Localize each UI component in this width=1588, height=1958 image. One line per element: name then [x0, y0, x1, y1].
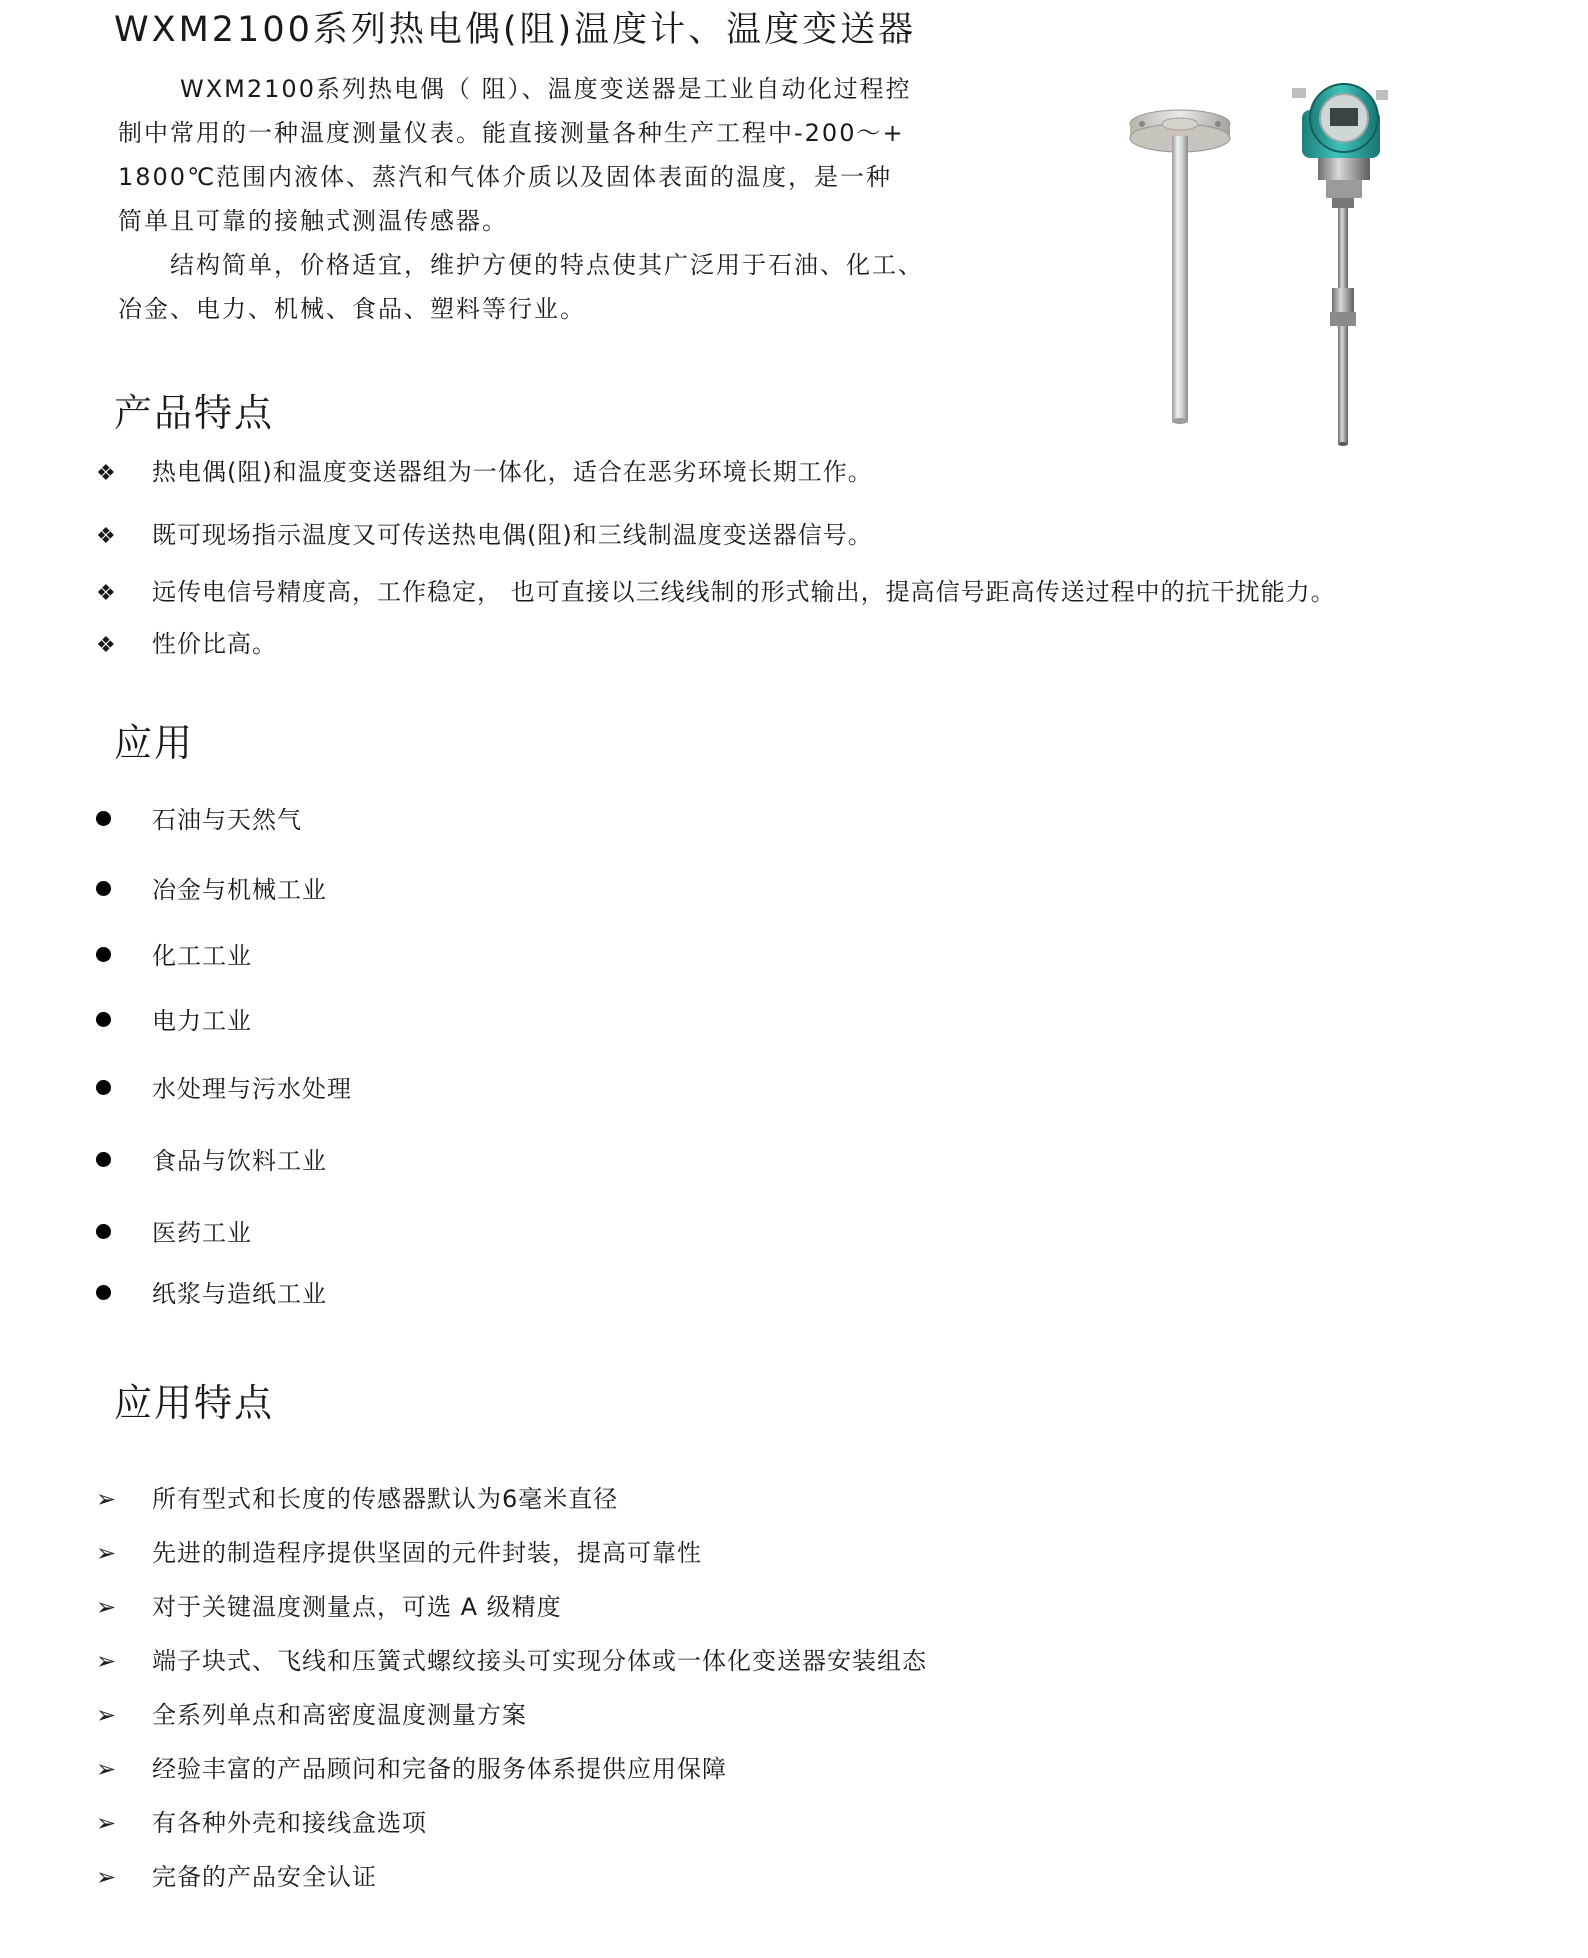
feature-text: 性价比高。: [152, 630, 277, 658]
round-bullet-icon: [96, 1012, 111, 1027]
feature-text: 远传电信号精度高，工作稳定， 也可直接以三线线制的形式输出，提高信号距高传送过程中的抗干扰能力。: [152, 578, 1336, 606]
application-item: [96, 1069, 352, 1104]
round-bullet-icon: [96, 1152, 111, 1167]
round-bullet-icon: [96, 1285, 111, 1300]
intro-line-5: 结构简单，价格适宜，维护方便的特点使其广泛用于石油、化工、: [170, 251, 924, 279]
app-feature-item: [96, 1749, 727, 1784]
intro-line-4: 简单且可靠的接触式测温传感器。: [118, 207, 508, 235]
application-text: 电力工业: [152, 1007, 252, 1035]
application-item: [96, 870, 327, 905]
temperature-transmitter-image: [1280, 78, 1400, 458]
app-feature-text: 有各种外壳和接线盒选项: [152, 1809, 427, 1837]
arrow-bullet-icon: ➢: [96, 1809, 118, 1837]
app-feature-item: [96, 1803, 427, 1838]
arrow-bullet-icon: ➢: [96, 1647, 118, 1675]
application-text: 冶金与机械工业: [152, 876, 327, 904]
applications-heading: 应用: [114, 721, 195, 765]
application-text: 纸浆与造纸工业: [152, 1280, 327, 1308]
round-bullet-icon: [96, 1080, 111, 1095]
application-item: [96, 1213, 252, 1248]
arrow-bullet-icon: ➢: [96, 1485, 118, 1513]
feature-item: [96, 452, 873, 487]
application-text: 食品与饮料工业: [152, 1147, 327, 1175]
diamond-bullet-icon: ❖: [96, 461, 117, 486]
page-title: WXM2100系列热电偶(阻)温度计、温度变送器: [114, 10, 917, 50]
app-feature-text: 全系列单点和高密度温度测量方案: [152, 1701, 527, 1729]
app-feature-text: 所有型式和长度的传感器默认为6毫米直径: [152, 1485, 619, 1513]
arrow-bullet-icon: ➢: [96, 1863, 118, 1891]
diamond-bullet-icon: ❖: [96, 633, 117, 658]
app-features-heading: 应用特点: [114, 1381, 275, 1425]
diamond-bullet-icon: ❖: [96, 524, 117, 549]
application-item: [96, 800, 302, 835]
app-feature-item: [96, 1479, 618, 1514]
app-feature-item: [96, 1695, 527, 1730]
app-feature-text: 端子块式、飞线和压簧式螺纹接头可实现分体或一体化变送器安装组态: [152, 1647, 927, 1675]
app-feature-item: [96, 1641, 927, 1676]
app-feature-item: [96, 1857, 377, 1892]
arrow-bullet-icon: ➢: [96, 1593, 118, 1621]
intro-line-2: 制中常用的一种温度测量仪表。能直接测量各种生产工程中-200～+: [118, 119, 905, 147]
intro-line-6: 冶金、电力、机械、食品、塑料等行业。: [118, 295, 586, 323]
feature-item: [96, 515, 873, 550]
arrow-bullet-icon: ➢: [96, 1755, 118, 1783]
application-item: [96, 1001, 252, 1036]
feature-text: 热电偶(阻)和温度变送器组为一体化，适合在恶劣环境长期工作。: [152, 458, 873, 486]
app-feature-text: 对于关键温度测量点，可选 A 级精度: [152, 1593, 562, 1621]
round-bullet-icon: [96, 811, 111, 826]
feature-item: [96, 572, 1336, 607]
app-feature-item: [96, 1587, 562, 1622]
feature-text: 既可现场指示温度又可传送热电偶(阻)和三线制温度变送器信号。: [152, 521, 873, 549]
intro-line-3: 1800℃范围内液体、蒸汽和气体介质以及固体表面的温度，是一种: [118, 163, 893, 191]
application-item: [96, 1274, 327, 1309]
app-feature-text: 先进的制造程序提供坚固的元件封装，提高可靠性: [152, 1539, 702, 1567]
intro-line-1: WXM2100系列热电偶（ 阻）、温度变送器是工业自动化过程控: [180, 75, 912, 103]
application-text: 水处理与污水处理: [152, 1075, 352, 1103]
app-feature-text: 经验丰富的产品顾问和完备的服务体系提供应用保障: [152, 1755, 727, 1783]
arrow-bullet-icon: ➢: [96, 1539, 118, 1567]
application-text: 化工工业: [152, 942, 252, 970]
application-text: 石油与天然气: [152, 806, 302, 834]
app-feature-item: [96, 1533, 702, 1568]
features-heading: 产品特点: [114, 391, 275, 435]
application-item: [96, 936, 252, 971]
feature-item: [96, 624, 277, 659]
application-item: [96, 1141, 327, 1176]
thermocouple-probe-image: [1120, 100, 1240, 430]
arrow-bullet-icon: ➢: [96, 1701, 118, 1729]
diamond-bullet-icon: ❖: [96, 581, 117, 606]
round-bullet-icon: [96, 881, 111, 896]
app-feature-text: 完备的产品安全认证: [152, 1863, 377, 1891]
round-bullet-icon: [96, 947, 111, 962]
round-bullet-icon: [96, 1224, 111, 1239]
application-text: 医药工业: [152, 1219, 252, 1247]
